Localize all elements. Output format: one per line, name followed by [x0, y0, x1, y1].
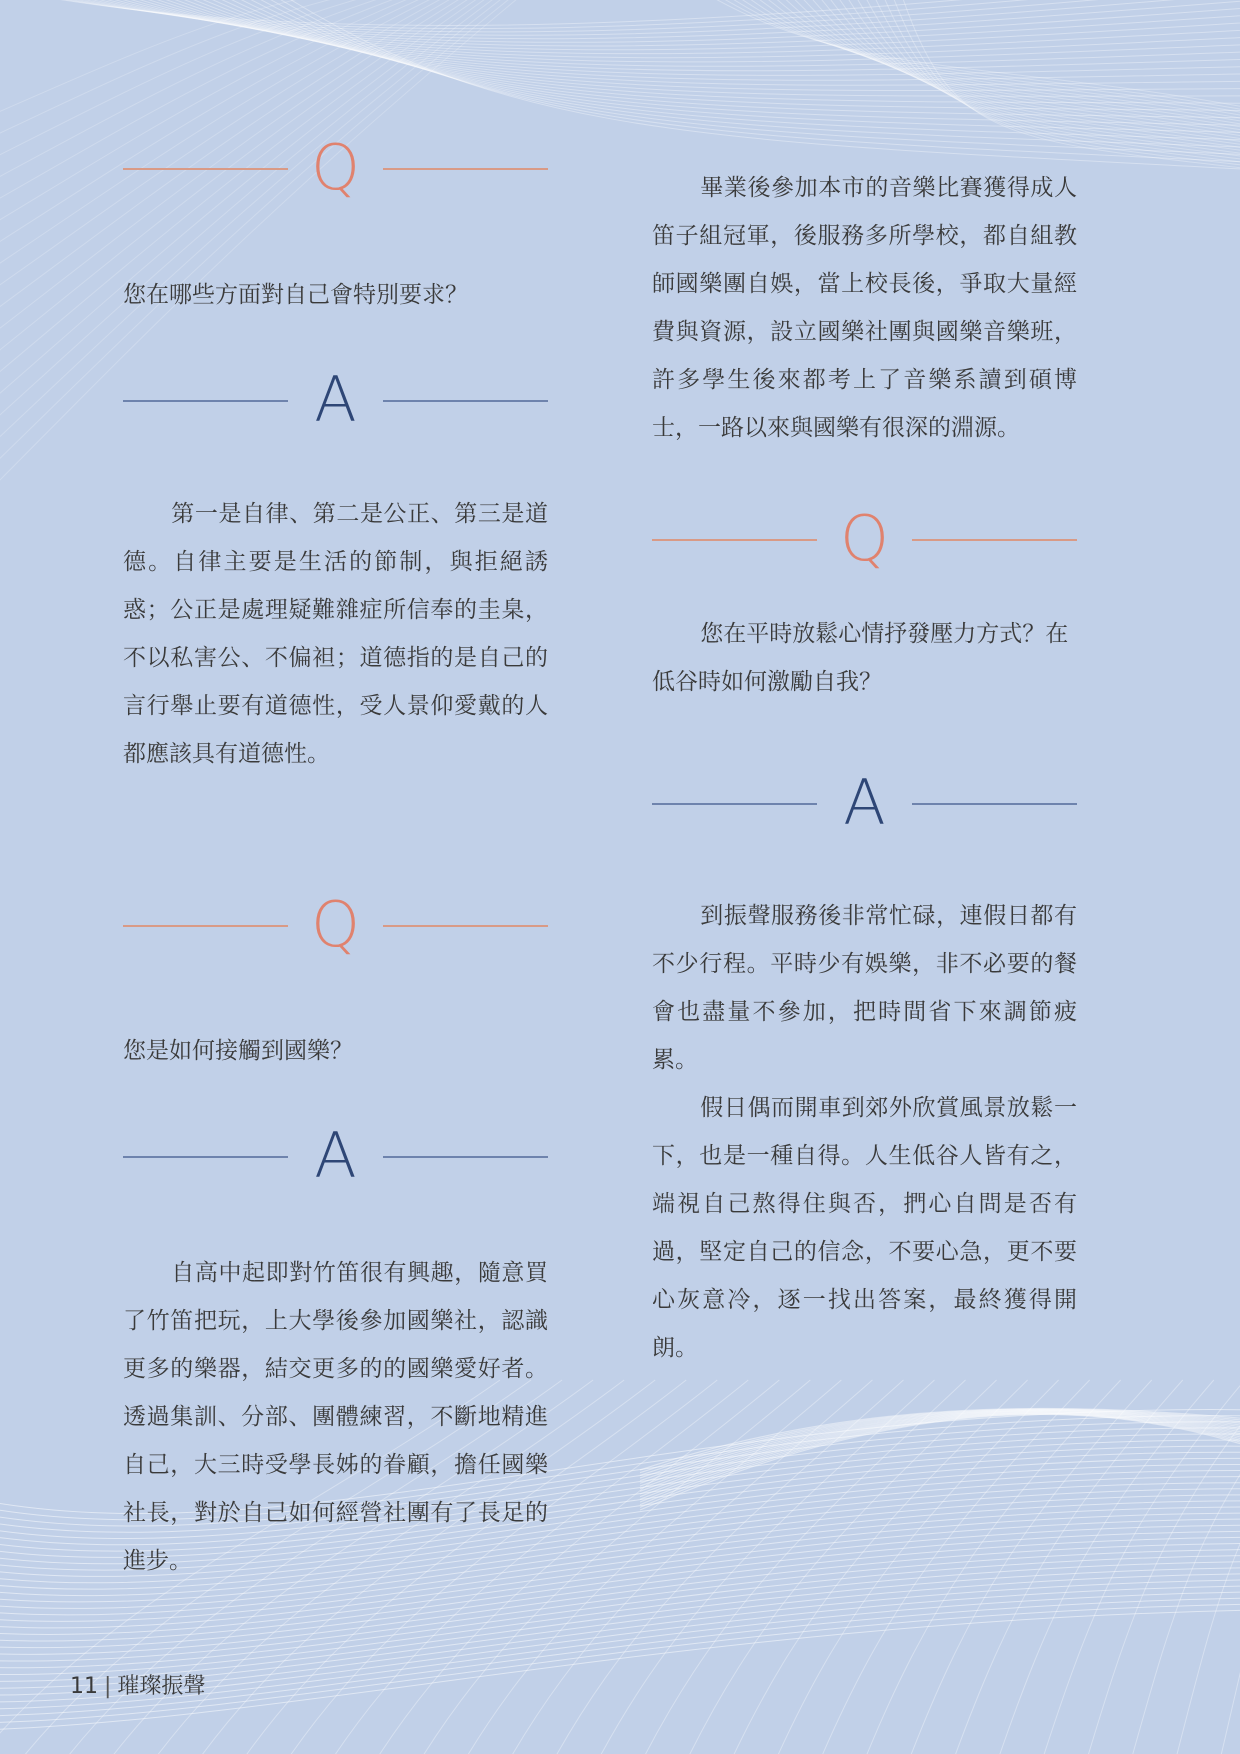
page-number: 11 [70, 1674, 98, 1699]
answer-divider-2 [123, 1121, 548, 1191]
question-divider-2 [123, 890, 548, 960]
right-column [652, 164, 1077, 1372]
answer-3-paragraph-1: 到振聲服務後非常忙碌，連假日都有不少行程。平時少有娛樂，非不必要的餐會也盡量不參加，把時間省下來調節疲累。 [652, 903, 1077, 1073]
page-footer [70, 1672, 205, 1702]
footer-separator: | [104, 1674, 112, 1699]
question-divider-3 [652, 504, 1077, 574]
answer-divider-1 [123, 365, 548, 435]
publication-title: 璀璨振聲 [117, 1674, 206, 1699]
a-marker: A [843, 766, 886, 839]
a-marker: A [314, 363, 357, 436]
q-marker: Q [311, 131, 360, 204]
question-1: 您在哪些方面對自己會特別要求？ [123, 282, 468, 308]
answer-divider-3 [652, 768, 1077, 838]
question-divider-1 [123, 133, 548, 203]
answer-2-continued: 畢業後參加本市的音樂比賽獲得成人笛子組冠軍，後服務多所學校，都自組教師國樂團自娛，當上校長後，爭取大量經費與資源，設立國樂社團與國樂音樂班，許多學生後來都考上了音樂系讀到碩博士，一路以來與國樂有很深的淵源。 [652, 175, 1077, 441]
q-marker: Q [311, 888, 360, 961]
question-3: 您在平時放鬆心情抒發壓力方式？在低谷時如何激勵自我？ [652, 621, 1069, 695]
answer-1: 第一是自律、第二是公正、第三是道德。自律主要是生活的節制，與拒絕誘惑；公正是處理疑難雜症所信奉的圭臬，不以私害公、不偏袒；道德指的是自己的言行舉止要有道德性，受人景仰愛戴的人都應該具有道德性。 [123, 501, 548, 767]
answer-3-paragraph-2: 假日偶而開車到郊外欣賞風景放鬆一下，也是一種自得。人生低谷人皆有之，端視自己熬得住與否，捫心自問是否有過，堅定自己的信念，不要心急，更不要心灰意冷，逐一找出答案，最終獲得開朗。 [652, 1095, 1077, 1361]
a-marker: A [314, 1119, 357, 1192]
answer-2: 自高中起即對竹笛很有興趣，隨意買了竹笛把玩，上大學後參加國樂社，認識更多的樂器，結交更多的的國樂愛好者。透過集訓、分部、團體練習，不斷地精進自己，大三時受學長姊的眷顧，擔任國樂社長，對於自己如何經營社團有了長足的進步。 [123, 1260, 548, 1574]
q-marker: Q [840, 502, 889, 575]
left-column [123, 133, 548, 1585]
question-2: 您是如何接觸到國樂？ [123, 1038, 353, 1064]
